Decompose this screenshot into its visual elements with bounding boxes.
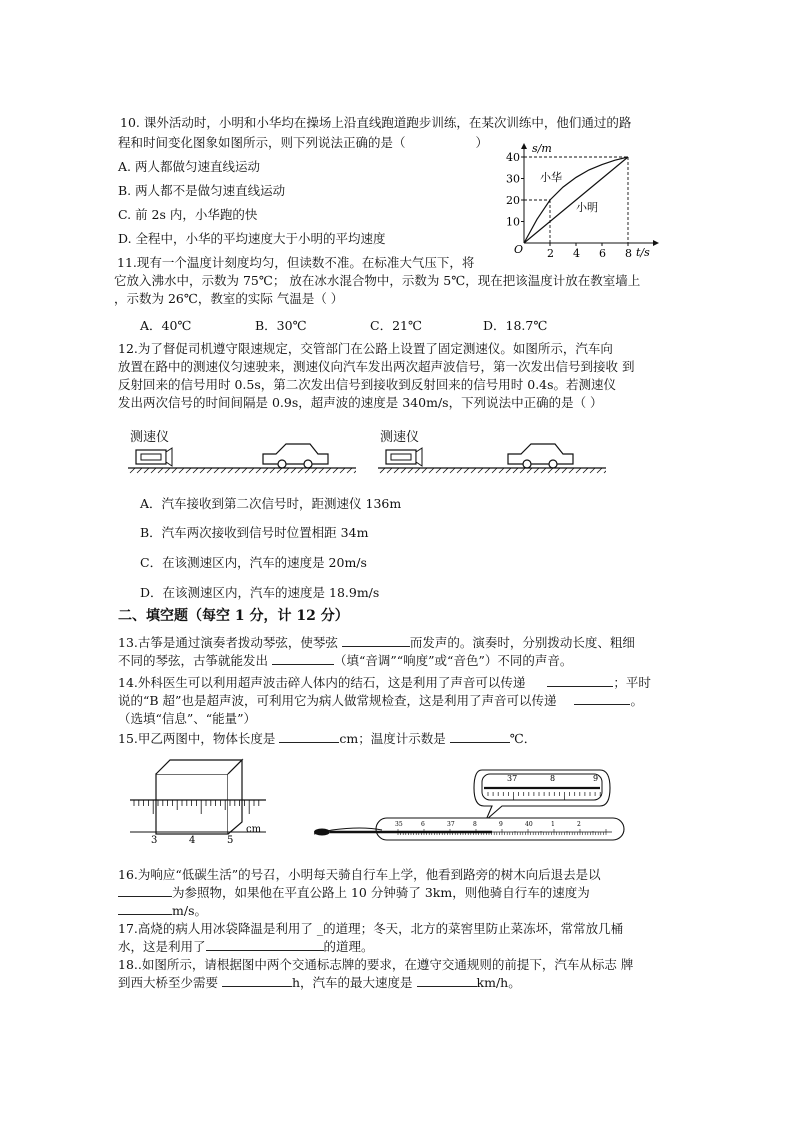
ground-hatch <box>186 468 191 473</box>
q15-blank-1[interactable] <box>279 730 339 743</box>
ground-hatch <box>562 468 567 473</box>
ground-hatch <box>179 468 184 473</box>
q12-stem-line1: 12.为了督促司机遵守限速规定，交管部门在公路上设置了固定测速仪。如图所示，汽车向 <box>118 341 613 356</box>
ground-hatch <box>422 468 427 473</box>
q10-option-a: A. 两人都做匀速直线运动 <box>118 159 260 174</box>
ground-hatch <box>235 468 240 473</box>
q17-blank[interactable] <box>206 938 324 951</box>
q13-line1 <box>118 634 635 651</box>
ground-hatch <box>555 468 560 473</box>
zoom-label-8: 8 <box>550 774 556 783</box>
q16-blank-1[interactable] <box>118 884 172 897</box>
ground-hatch <box>520 468 525 473</box>
ground-hatch <box>130 468 135 473</box>
ruler-label-3: 3 <box>151 835 158 846</box>
zoom-label-37: 37 <box>507 774 518 783</box>
ground-hatch <box>471 468 476 473</box>
ground-hatch <box>443 468 448 473</box>
q18-text-a: 到西大桥至少需要 <box>118 975 219 990</box>
ruler-label-5: 5 <box>227 835 234 846</box>
ground-hatch <box>151 468 156 473</box>
q13-blank-2[interactable] <box>272 652 334 665</box>
q18-line1: 18..如图所示，请根据图中两个交通标志牌的要求，在遵守交通规则的前提下，汽车从标志 牌 <box>118 957 634 972</box>
q16-line2 <box>118 884 590 901</box>
q12-option-c: C．在该测速区内，汽车的速度是 20m/s <box>140 555 367 570</box>
ground-hatch <box>249 468 254 473</box>
thermo-label: 6 <box>421 821 425 828</box>
q15-text-b: cm；温度计示数是 <box>339 731 446 746</box>
y-tick-label-40: 40 <box>506 151 520 164</box>
ground-hatch <box>450 468 455 473</box>
thermo-label: 37 <box>447 821 455 828</box>
ground-hatch <box>506 468 511 473</box>
ground-hatch <box>513 468 518 473</box>
q11-option-b: B．30℃ <box>255 318 307 333</box>
zoom-label-9: 9 <box>593 774 599 783</box>
x-axis-label: t/s <box>636 246 650 259</box>
q10-option-b: B. 两人都不是做匀速直线运动 <box>118 183 286 198</box>
q12-stem-line2: 放置在路中的测速仪匀速驶来，测速仪向汽车发出两次超声波信号，第一次发出信号到接收 到 <box>118 359 635 374</box>
thermometer-bulb <box>314 829 330 836</box>
ground-hatch <box>284 468 289 473</box>
q10-stem-line2 <box>118 134 488 151</box>
ground-hatch <box>387 468 392 473</box>
speed-camera-label: 测速仪 <box>380 430 420 445</box>
ground-hatch <box>394 468 399 473</box>
ground-hatch <box>172 468 177 473</box>
ground-hatch <box>214 468 219 473</box>
ground-hatch <box>436 468 441 473</box>
ground-hatch <box>319 468 324 473</box>
car-icon <box>263 444 328 468</box>
st-graph <box>496 138 666 262</box>
ground-hatch <box>583 468 588 473</box>
q14-line2 <box>118 692 643 709</box>
q15-text-a: 15.甲乙两图中，物体长度是 <box>118 731 276 746</box>
ground-hatch <box>270 468 275 473</box>
q15-text-c: ℃． <box>509 731 537 746</box>
x-tick-label-2: 2 <box>547 247 554 260</box>
ground-hatch <box>597 468 602 473</box>
q14-text-c: 说的“B 超”也是超声波，可利用它为病人做常规检查，这是利用了声音可以传递 <box>118 693 557 708</box>
ground-hatch <box>207 468 212 473</box>
q11-stem-line2: 它放入沸水中，示数为 75℃； 放在冰水混合物中，示数为 5℃，现在把该温度计放在教室墙上 <box>114 273 641 288</box>
ground-hatch <box>137 468 142 473</box>
ground-hatch <box>569 468 574 473</box>
q10-stem-text: 程和时间变化图象如图所示，则下列说法正确的是（ <box>118 135 406 150</box>
q12-option-b: B．汽车两次接收到信号时位置相距 34m <box>140 525 369 540</box>
thermo-label: 2 <box>577 821 581 828</box>
q18-line2 <box>118 974 521 991</box>
ruler-label-4: 4 <box>189 835 196 846</box>
ruler-unit: cm <box>246 824 262 835</box>
ground-hatch <box>576 468 581 473</box>
origin-label: O <box>514 243 524 256</box>
q11-option-c: C．21℃ <box>370 318 422 333</box>
ground-hatch <box>312 468 317 473</box>
q16-line1: 16.为响应“低碳生活”的号召，小明每天骑自行车上学，他看到路旁的树木向后退去是以 <box>118 867 601 882</box>
ground-hatch <box>326 468 331 473</box>
ground-hatch <box>499 468 504 473</box>
x-tick-label-4: 4 <box>573 247 580 260</box>
x-tick-label-6: 6 <box>599 247 606 260</box>
ground-hatch <box>165 468 170 473</box>
y-axis-label: s/m <box>532 142 552 155</box>
y-tick-label-10: 10 <box>506 215 520 229</box>
q12-option-d: D．在该测速区内，汽车的速度是 18.9m/s <box>140 585 380 600</box>
thermo-label: 1 <box>551 821 555 828</box>
q18-text-c: km/h。 <box>476 975 521 990</box>
q10-option-d: D. 全程中，小华的平均速度大于小明的平均速度 <box>118 231 386 246</box>
ground-hatch <box>464 468 469 473</box>
speed-camera-figure-2 <box>378 426 606 474</box>
q17-line2 <box>118 938 374 955</box>
ground-hatch <box>534 468 539 473</box>
y-tick-label-20: 20 <box>506 194 520 207</box>
q13-text-b: 而发声的。演奏时，分别拨动长度、粗细 <box>409 635 635 650</box>
x-tick-label-8: 8 <box>625 247 632 260</box>
q17-text-b: _的道理；冬天，北方的菜窖里防止菜冻坏，常常放几桶 <box>316 921 624 936</box>
q13-text-d: （填“音调”“响度”或“音色”）不同的声音。 <box>334 653 573 668</box>
ground-hatch <box>228 468 233 473</box>
ground-hatch <box>200 468 205 473</box>
scene-drawing <box>378 426 606 474</box>
q15-blank-2[interactable] <box>450 730 510 743</box>
q11-stem-line3: ，示数为 26℃，教室的实际 气温是（ ） <box>114 291 344 306</box>
q16-text-b: m/s。 <box>172 903 207 918</box>
q11-stem-line1: 11.现有一个温度计刻度均匀，但读数不准。在标准大气压下，将 <box>117 255 475 270</box>
ground-hatch <box>158 468 163 473</box>
ground-hatch <box>492 468 497 473</box>
q12-option-a: A．汽车接收到第二次信号时，距测速仪 136m <box>140 496 402 511</box>
q11-option-d: D．18.7℃ <box>483 318 548 333</box>
q12-stem-line4: 发出两次信号的时间间隔是 0.9s，超声波的速度是 340m/s，下列说法中正确的是（ ） <box>118 395 603 410</box>
ground-hatch <box>548 468 553 473</box>
q14-text-d: 。 <box>630 693 643 708</box>
q10-stem-line1: 10. 课外活动时，小明和小华均在操场上沿直线跑道跑步训练，在某次训练中，他们通过的路 <box>120 115 632 130</box>
q13-line2 <box>118 652 572 669</box>
q15-line <box>118 730 536 747</box>
ground-hatch <box>380 468 385 473</box>
q12-stem-line3: 反射回来的信号用时 0.5s，第二次发出信号到接收到反射回来的信号用时 0.4s。若测速仪 <box>118 377 617 392</box>
ground-hatch <box>256 468 261 473</box>
q18-blank-1[interactable] <box>222 974 292 987</box>
ground-hatch <box>408 468 413 473</box>
ground-hatch <box>263 468 268 473</box>
q18-blank-2[interactable] <box>417 974 477 987</box>
ground-hatch <box>298 468 303 473</box>
q14-text-b: ；平时 <box>613 675 651 690</box>
ruler-figure <box>126 752 276 850</box>
ground-hatch <box>457 468 462 473</box>
ground-hatch <box>242 468 247 473</box>
ground-hatch <box>340 468 345 473</box>
ground-hatch <box>305 468 310 473</box>
ground-hatch <box>193 468 198 473</box>
thermo-label: 35 <box>395 821 403 828</box>
q18-text-b: h，汽车的最大速度是 <box>292 975 413 990</box>
q17-text-d: 的道理。 <box>323 939 374 954</box>
q14-blank-2[interactable] <box>574 692 630 705</box>
q16-line3 <box>118 902 207 919</box>
ground-hatch <box>429 468 434 473</box>
car-icon <box>508 444 573 468</box>
series-label-xiaoming: 小明 <box>576 201 598 214</box>
q13-blank-1[interactable] <box>342 634 410 647</box>
ground-hatch <box>415 468 420 473</box>
q14-line3: （选填“信息”、“能量”） <box>118 711 257 726</box>
ground-hatch <box>221 468 226 473</box>
section-heading: 二、填空题（每空 1 分，计 12 分） <box>118 608 349 624</box>
q10-stem-end: ） <box>475 135 489 150</box>
q10-option-c: C. 前 2s 内，小华跑的快 <box>118 207 258 222</box>
ground-hatch <box>401 468 406 473</box>
series-label-xiaohua: 小华 <box>540 171 562 184</box>
scene-drawing <box>128 426 356 474</box>
thermo-label: 40 <box>525 821 533 828</box>
q14-line1 <box>118 674 651 691</box>
ground-hatch <box>541 468 546 473</box>
ground-hatch <box>144 468 149 473</box>
q17-text-a: 17.高烧的病人用冰袋降温是利用了 <box>118 921 313 936</box>
speed-camera-label: 测速仪 <box>130 430 170 445</box>
q16-text-a: 为参照物，如果他在平直公路上 10 分钟骑了 3km，则他骑自行车的速度为 <box>172 885 590 900</box>
q14-blank-1[interactable] <box>547 674 613 687</box>
q13-text-a: 13.古筝是通过演奏者拨动琴弦，使琴弦 <box>118 635 338 650</box>
ground-hatch <box>291 468 296 473</box>
y-tick-label-30: 30 <box>506 172 520 186</box>
ground-hatch <box>277 468 282 473</box>
ground-hatch <box>347 468 352 473</box>
ground-hatch <box>354 468 356 473</box>
speed-camera-figure-1 <box>128 426 356 474</box>
q11-option-a: A．40℃ <box>140 318 192 333</box>
q17-line1 <box>118 920 623 937</box>
ground-hatch <box>478 468 483 473</box>
thermo-label: 9 <box>499 821 503 828</box>
q17-text-c: 水，这是利用了 <box>118 939 206 954</box>
q13-text-c: 不同的琴弦，古筝就能发出 <box>118 653 269 668</box>
ground-hatch <box>604 468 606 473</box>
ground-hatch <box>485 468 490 473</box>
q14-text-a: 14.外科医生可以利用超声波击碎人体内的结石，这是利用了声音可以传递 <box>118 675 526 690</box>
ground-hatch <box>590 468 595 473</box>
thermo-label: 8 <box>473 821 477 828</box>
ground-hatch <box>333 468 338 473</box>
thermometer-figure <box>312 764 632 844</box>
ground-hatch <box>527 468 532 473</box>
q16-blank-2[interactable] <box>118 902 172 915</box>
